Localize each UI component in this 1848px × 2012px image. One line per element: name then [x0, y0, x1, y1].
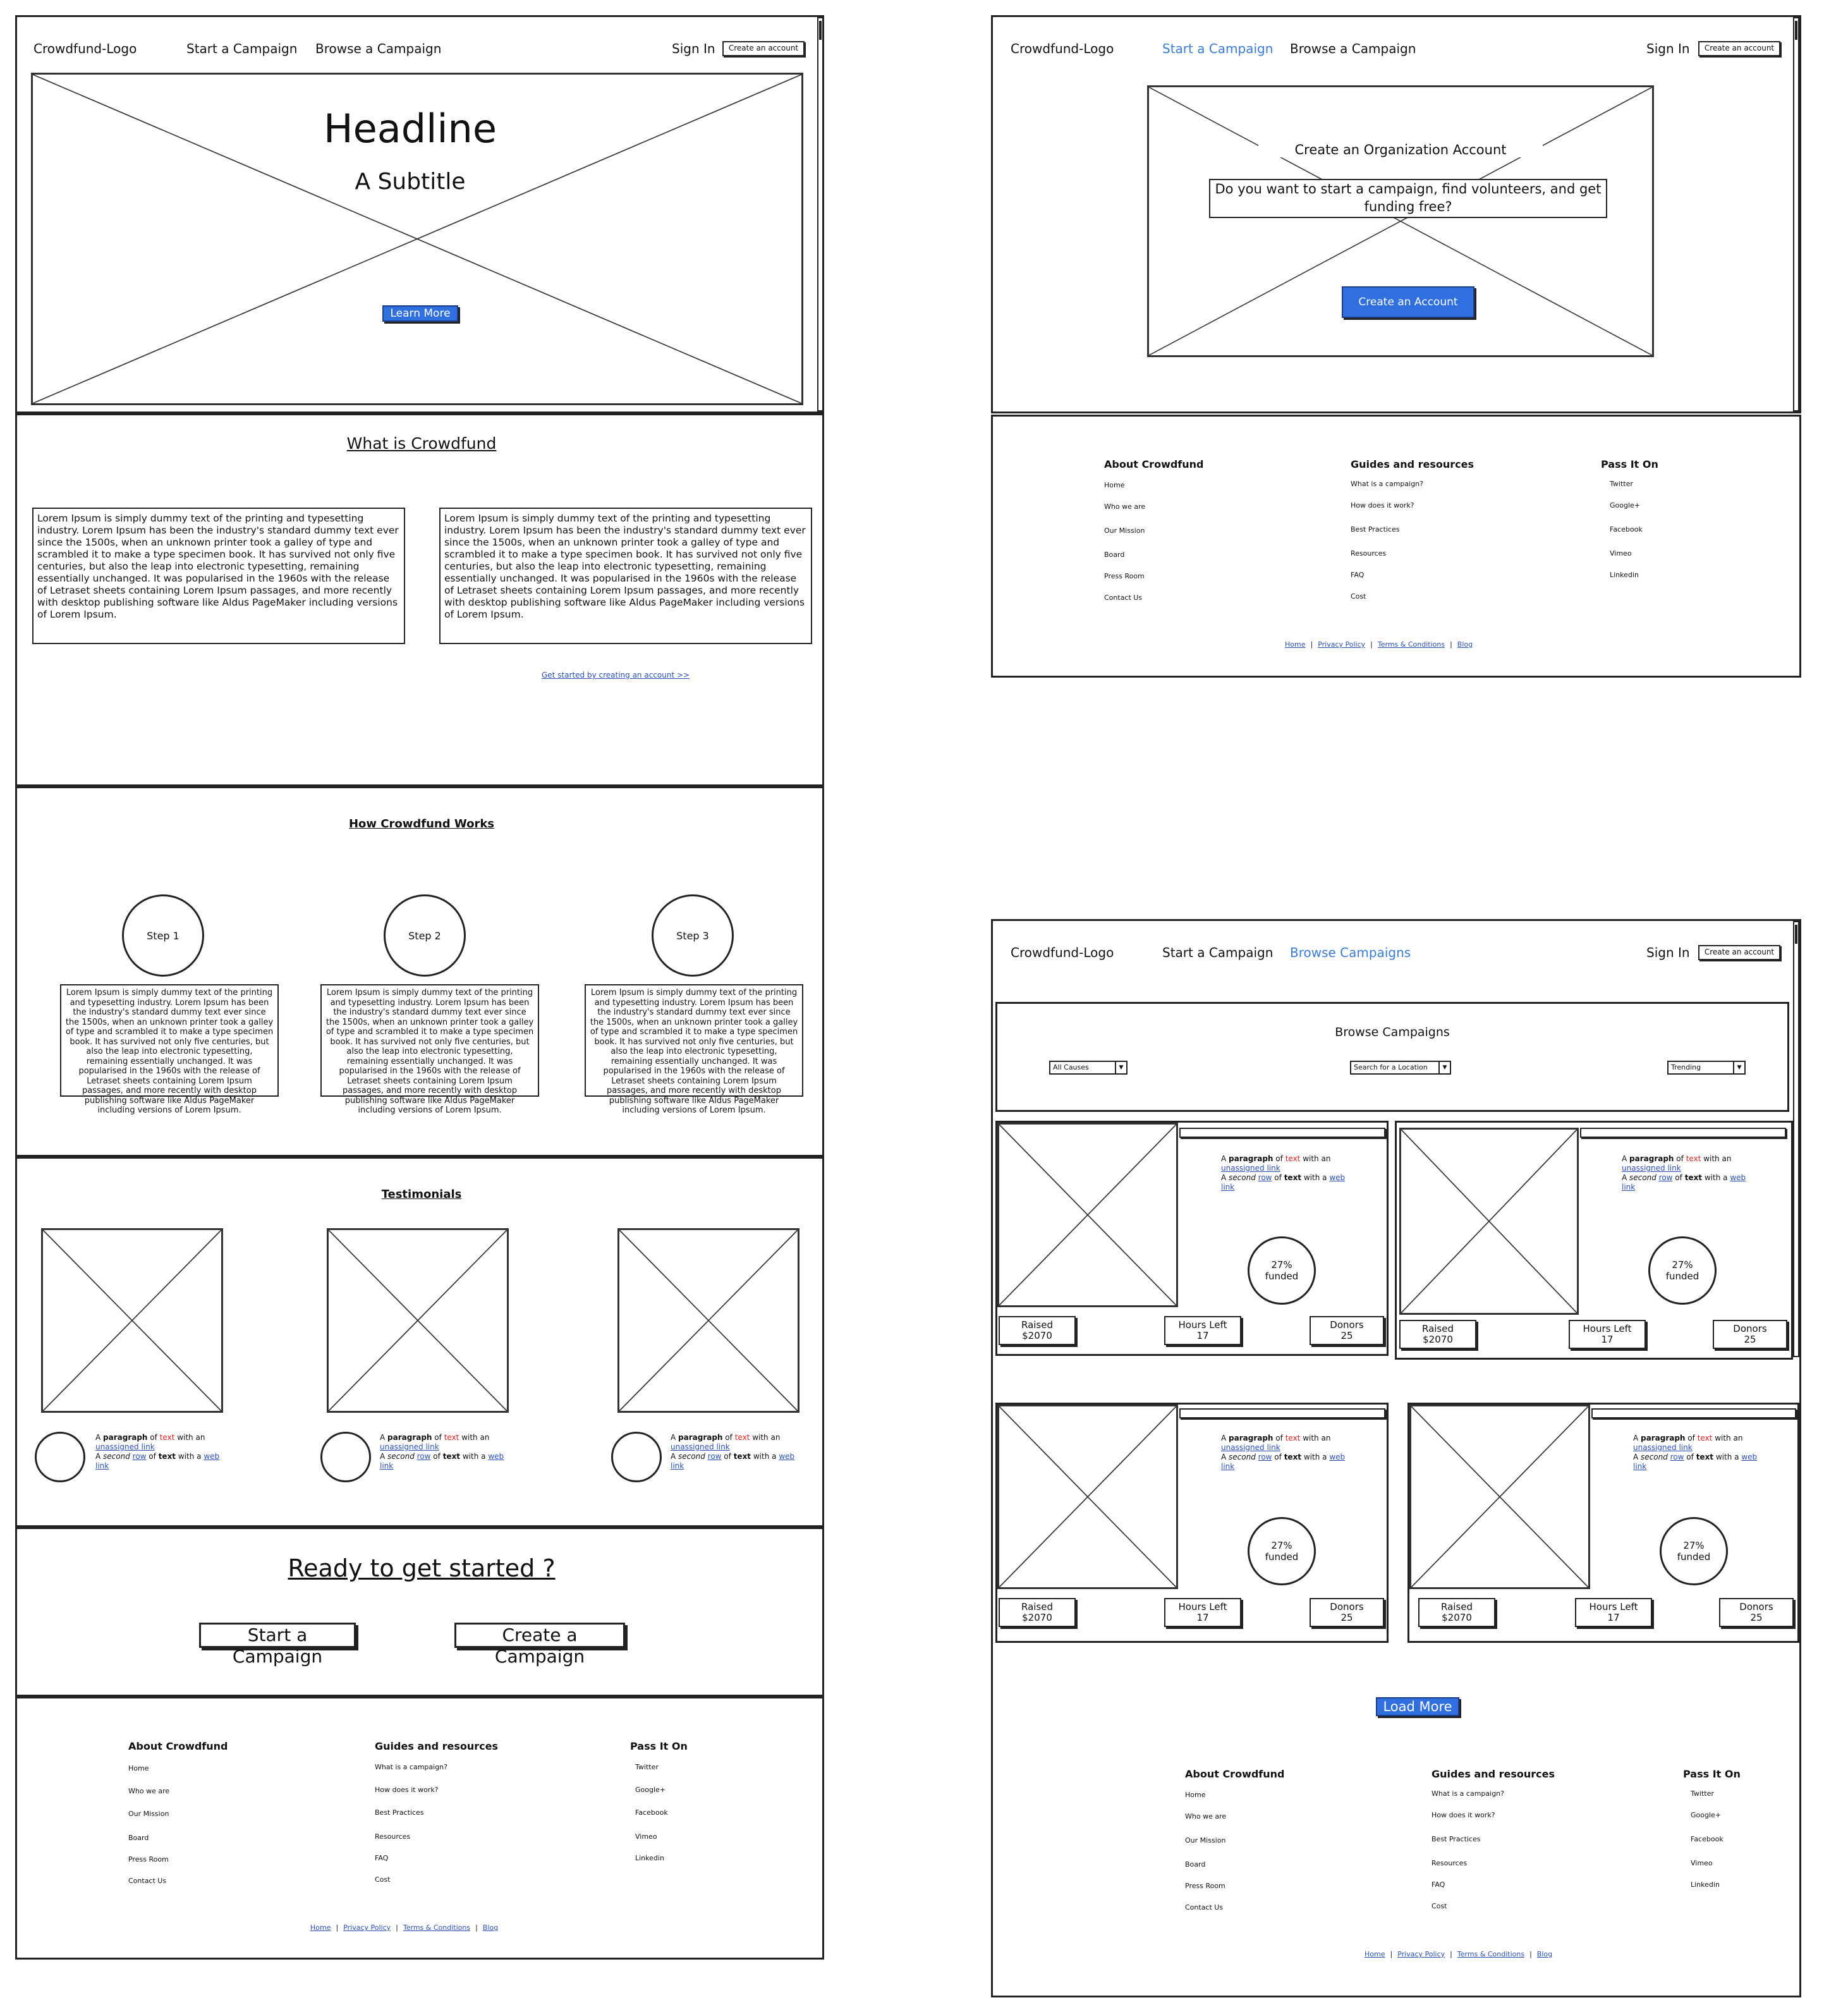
footer-bottom-link[interactable]: Home: [1365, 1950, 1385, 1958]
footer-link[interactable]: Cost: [1351, 592, 1366, 601]
footer-link[interactable]: What is a campaign?: [1432, 1789, 1504, 1798]
campaign-card[interactable]: [1395, 1121, 1793, 1360]
campaign-card[interactable]: [995, 1403, 1389, 1643]
footer-bottom-links: Home | Privacy Policy | Terms & Conditions | Blog: [310, 1924, 499, 1932]
footer-link[interactable]: Board: [1185, 1860, 1206, 1869]
unassigned-link[interactable]: unassigned link: [671, 1442, 730, 1451]
footer-link[interactable]: Best Practices: [1351, 525, 1400, 533]
footer-bottom-link[interactable]: Privacy Policy: [1397, 1950, 1445, 1958]
testimonial-image: [617, 1228, 799, 1413]
create-account-button[interactable]: Create an account: [722, 41, 805, 56]
nav-sign-in[interactable]: Sign In: [1646, 945, 1690, 960]
footer-bottom-link[interactable]: Blog: [1457, 640, 1473, 649]
step-2-circle: Step 2: [384, 894, 466, 977]
funded-circle: 27% funded: [1248, 1236, 1316, 1305]
footer-link[interactable]: Who we are: [128, 1787, 170, 1795]
testimonial-text: A paragraph of text with an unassigned link A second row of text with a web link: [380, 1433, 504, 1470]
footer-link[interactable]: Contact Us: [1185, 1903, 1224, 1911]
load-more-button[interactable]: Load More: [1376, 1697, 1459, 1716]
avatar: [35, 1432, 85, 1482]
browse-filter-box: [995, 1002, 1789, 1112]
web-link[interactable]: web: [1730, 1173, 1746, 1182]
footer-link[interactable]: Facebook: [1691, 1835, 1723, 1843]
start-campaign-button[interactable]: Start a Campaign: [199, 1623, 356, 1648]
footer-link[interactable]: FAQ: [375, 1854, 389, 1862]
chevron-down-icon: ▼: [1733, 1062, 1744, 1073]
donors-stat: Donors 25: [1310, 1316, 1384, 1345]
campaign-text: A paragraph of text with an unassigned link A second row of text with a web link: [1633, 1434, 1758, 1471]
campaign-card[interactable]: [1407, 1403, 1799, 1643]
footer-link[interactable]: Home: [1104, 481, 1125, 489]
footer-link[interactable]: Press Room: [1185, 1882, 1225, 1890]
testimonial-text: A paragraph of text with an unassigned link A second row of text with a web link: [95, 1433, 220, 1470]
nav-browse-campaign[interactable]: Browse a Campaign: [1290, 41, 1416, 56]
footer-bottom-link[interactable]: Home: [1285, 640, 1306, 649]
what-title: What is Crowdfund: [346, 434, 497, 453]
funded-circle: 27% funded: [1248, 1517, 1316, 1585]
raised-stat: Raised $2070: [1399, 1320, 1476, 1349]
ready-section: [15, 1527, 824, 1697]
footer-link[interactable]: Google+: [1691, 1811, 1722, 1819]
location-select[interactable]: Search for a Location ▼: [1350, 1061, 1451, 1075]
footer-link[interactable]: Who we are: [1104, 503, 1146, 511]
footer-link[interactable]: Our Mission: [1104, 527, 1145, 535]
web-link[interactable]: web: [1741, 1453, 1758, 1461]
footer-link[interactable]: Facebook: [635, 1808, 668, 1817]
footer-link[interactable]: Best Practices: [1432, 1835, 1481, 1843]
footer-bottom-links: Home | Privacy Policy | Terms & Conditions | Blog: [1285, 640, 1473, 649]
footer-bottom-link[interactable]: Privacy Policy: [343, 1924, 391, 1932]
chevron-down-icon: ▼: [1438, 1062, 1450, 1073]
testimonial-image: [327, 1228, 509, 1413]
footer: [15, 1697, 824, 1960]
home-hero-panel: [15, 15, 824, 413]
how-title: How Crowdfund Works: [348, 817, 495, 831]
footer-link[interactable]: Best Practices: [375, 1808, 424, 1817]
hours-left-stat: Hours Left 17: [1569, 1320, 1646, 1349]
footer-link[interactable]: FAQ: [1351, 571, 1365, 579]
scrollbar[interactable]: [1793, 17, 1799, 412]
footer: [991, 415, 1801, 678]
footer-link[interactable]: Vimeo: [1610, 549, 1632, 558]
footer-link[interactable]: How does it work?: [1432, 1811, 1495, 1819]
footer-link[interactable]: Contact Us: [1104, 594, 1143, 602]
nav-sign-in[interactable]: Sign In: [1646, 41, 1690, 56]
sort-select[interactable]: Trending ▼: [1667, 1061, 1746, 1075]
unassigned-link[interactable]: unassigned link: [1633, 1443, 1693, 1452]
footer-bottom-link[interactable]: Blog: [482, 1924, 499, 1932]
unassigned-link[interactable]: unassigned link: [1622, 1164, 1681, 1173]
footer-heading: About Crowdfund: [1104, 458, 1204, 470]
footer-link[interactable]: Facebook: [1610, 525, 1643, 533]
footer-bottom-link[interactable]: Terms & Conditions: [1457, 1950, 1525, 1958]
hero-subtitle: A Subtitle: [315, 169, 505, 195]
step-1-text: Lorem Ipsum is simply dummy text of the printing and typesetting industry. Lorem Ipsum has been the industry's standard dummy text ever since the 1500s, when an unknown printer took a galley of type and scrambled it to make a type specimen book. It has survived not only five centuries, but also the leap into electronic typesetting, remaining essentially unchanged. It was popularised in the 1960s with the release of Letraset sheets containing Lorem Ipsum passages, and more recently with desktop publishing software like Aldus PageMaker including versions of Lorem Ipsum.: [60, 984, 279, 1097]
footer-link[interactable]: Board: [1104, 551, 1125, 559]
campaign-title-bar: [1179, 1408, 1385, 1418]
footer-bottom-link[interactable]: Blog: [1536, 1950, 1553, 1958]
footer-link[interactable]: How does it work?: [1351, 501, 1414, 509]
campaign-image: [1399, 1128, 1579, 1315]
hero-headline: Headline: [284, 106, 537, 152]
campaign-image: [997, 1405, 1178, 1589]
logo[interactable]: Crowdfund-Logo: [1011, 41, 1114, 56]
testimonial-image: [41, 1228, 223, 1413]
nav-start-campaign[interactable]: Start a Campaign: [186, 41, 298, 56]
footer-heading: About Crowdfund: [128, 1740, 228, 1752]
step-2-text: Lorem Ipsum is simply dummy text of the printing and typesetting industry. Lorem Ipsum has been the industry's standard dummy text ever since the 1500s, when an unknown printer took a galley of type and scrambled it to make a type specimen book. It has survived not only five centuries, but also the leap into electronic typesetting, remaining essentially unchanged. It was popularised in the 1960s with the release of Letraset sheets containing Lorem Ipsum passages, and more recently with desktop publishing software like Aldus PageMaker including versions of Lorem Ipsum.: [320, 984, 539, 1097]
footer-link[interactable]: Contact Us: [128, 1877, 167, 1885]
start-campaign-panel: [991, 15, 1801, 413]
web-link[interactable]: web: [1329, 1173, 1346, 1182]
footer-link[interactable]: Resources: [1432, 1859, 1468, 1867]
org-title: Create an Organization Account: [1258, 142, 1543, 157]
testimonial-text: A paragraph of text with an unassigned link A second row of text with a web link: [671, 1433, 795, 1470]
footer-link[interactable]: Home: [1185, 1791, 1206, 1799]
hours-left-stat: Hours Left 17: [1164, 1316, 1241, 1345]
footer-heading: About Crowdfund: [1185, 1768, 1285, 1780]
footer-bottom-link[interactable]: Home: [310, 1924, 331, 1932]
hours-left-stat: Hours Left 17: [1575, 1598, 1652, 1627]
create-campaign-button[interactable]: Create a Campaign: [454, 1623, 625, 1648]
web-link[interactable]: web: [488, 1452, 504, 1461]
learn-more-button[interactable]: Learn More: [382, 305, 458, 322]
footer-heading: Guides and resources: [375, 1740, 499, 1752]
nav-start-campaign[interactable]: Start a Campaign: [1162, 41, 1274, 56]
unassigned-link[interactable]: unassigned link: [380, 1442, 439, 1451]
footer-link[interactable]: Vimeo: [635, 1832, 657, 1841]
causes-select[interactable]: All Causes ▼: [1049, 1061, 1128, 1075]
nav-sign-in[interactable]: Sign In: [672, 41, 715, 56]
testimonials-title: Testimonials: [381, 1188, 462, 1201]
footer-link[interactable]: Press Room: [1104, 572, 1145, 580]
how-section: [15, 786, 824, 1157]
footer-link[interactable]: Our Mission: [1185, 1836, 1226, 1844]
footer-link[interactable]: Linkedin: [1691, 1881, 1720, 1889]
footer-link[interactable]: Home: [128, 1764, 149, 1772]
footer-link[interactable]: Cost: [375, 1875, 391, 1884]
step-1-circle: Step 1: [122, 894, 204, 977]
web-link[interactable]: web: [779, 1452, 795, 1461]
step-3-text: Lorem Ipsum is simply dummy text of the printing and typesetting industry. Lorem Ipsum has been the industry's standard dummy text ever since the 1500s, when an unknown printer took a galley of type and scrambled it to make a type specimen book. It has survived not only five centuries, but also the leap into electronic typesetting, remaining essentially unchanged. It was popularised in the 1960s with the release of Letraset sheets containing Lorem Ipsum passages, and more recently with desktop publishing software like Aldus PageMaker including versions of Lorem Ipsum.: [585, 984, 803, 1097]
footer-link[interactable]: Twitter: [1610, 480, 1633, 488]
footer-link[interactable]: Twitter: [1691, 1789, 1714, 1798]
chevron-down-icon: ▼: [1115, 1062, 1126, 1073]
browse-page-panel: [991, 919, 1801, 1997]
footer-link[interactable]: Cost: [1432, 1902, 1447, 1910]
footer-link[interactable]: Press Room: [128, 1855, 169, 1863]
footer-link[interactable]: Linkedin: [1610, 571, 1639, 579]
campaign-text: A paragraph of text with an unassigned link A second row of text with a web link: [1221, 1434, 1346, 1471]
donors-stat: Donors 25: [1719, 1598, 1794, 1627]
footer-link[interactable]: Google+: [1610, 501, 1641, 509]
avatar: [611, 1432, 662, 1482]
unassigned-link[interactable]: unassigned link: [1221, 1443, 1280, 1452]
raised-stat: Raised $2070: [1418, 1598, 1495, 1627]
footer-bottom-links: Home | Privacy Policy | Terms & Conditions | Blog: [1365, 1950, 1553, 1958]
nav-browse-campaigns[interactable]: Browse Campaigns: [1290, 945, 1411, 960]
what-text-left: Lorem Ipsum is simply dummy text of the printing and typesetting industry. Lorem Ipsum has been the industry's standard dummy text ever since the 1500s, when an unknown printer took a galley of type and scrambled it to make a type specimen book. It has survived not only five centuries, but also the leap into electronic typesetting, remaining essentially unchanged. It was popularised in the 1960s with the release of Letraset sheets containing Lorem Ipsum passages, and more recently with desktop publishing software like Aldus PageMaker including versions of Lorem Ipsum.: [32, 508, 405, 644]
raised-stat: Raised $2070: [999, 1316, 1076, 1345]
campaign-text: A paragraph of text with an unassigned link A second row of text with a web link: [1622, 1154, 1746, 1192]
footer-heading: Guides and resources: [1351, 458, 1474, 470]
footer-heading: Pass It On: [630, 1740, 688, 1752]
create-account-button[interactable]: Create an account: [1698, 41, 1780, 56]
avatar: [320, 1432, 371, 1482]
campaign-title-bar: [1179, 1128, 1385, 1138]
campaign-title-bar: [1591, 1408, 1796, 1418]
campaign-card[interactable]: [995, 1121, 1389, 1356]
footer-heading: Guides and resources: [1432, 1768, 1555, 1780]
unassigned-link[interactable]: unassigned link: [95, 1442, 155, 1451]
web-link[interactable]: web: [1329, 1453, 1346, 1461]
footer-link[interactable]: Linkedin: [635, 1854, 664, 1862]
footer-bottom-link[interactable]: Terms & Conditions: [403, 1924, 471, 1932]
get-started-link[interactable]: Get started by creating an account >>: [542, 671, 690, 680]
footer-link[interactable]: Resources: [375, 1832, 411, 1841]
funded-circle: 27% funded: [1660, 1517, 1728, 1585]
footer-bottom-link[interactable]: Privacy Policy: [1318, 640, 1366, 649]
nav-start-campaign[interactable]: Start a Campaign: [1162, 945, 1274, 960]
footer-link[interactable]: Who we are: [1185, 1812, 1227, 1820]
scrollbar[interactable]: [817, 17, 824, 412]
footer-link[interactable]: Twitter: [635, 1763, 659, 1771]
footer-link[interactable]: Vimeo: [1691, 1859, 1713, 1867]
footer-link[interactable]: Google+: [635, 1786, 666, 1794]
unassigned-link[interactable]: unassigned link: [1221, 1164, 1280, 1173]
footer-heading: Pass It On: [1601, 458, 1658, 470]
footer-link[interactable]: FAQ: [1432, 1881, 1445, 1889]
donors-stat: Donors 25: [1713, 1320, 1787, 1349]
ready-title: Ready to get started ?: [288, 1554, 556, 1582]
donors-stat: Donors 25: [1310, 1598, 1384, 1627]
step-3-circle: Step 3: [652, 894, 734, 977]
hours-left-stat: Hours Left 17: [1164, 1598, 1241, 1627]
raised-stat: Raised $2070: [999, 1598, 1076, 1627]
logo[interactable]: Crowdfund-Logo: [1011, 945, 1114, 960]
what-section: [15, 413, 824, 786]
create-account-button[interactable]: Create an account: [1698, 945, 1780, 960]
campaign-text: A paragraph of text with an unassigned link A second row of text with a web link: [1221, 1154, 1346, 1192]
what-text-right: Lorem Ipsum is simply dummy text of the printing and typesetting industry. Lorem Ipsum has been the industry's standard dummy text ever since the 1500s, when an unknown printer took a galley of type and scrambled it to make a type specimen book. It has survived not only five centuries, but also the leap into electronic typesetting, remaining essentially unchanged. It was popularised in the 1960s with the release of Letraset sheets containing Lorem Ipsum passages, and more recently with desktop publishing software like Aldus PageMaker including versions of Lorem Ipsum.: [439, 508, 812, 644]
footer-bottom-link[interactable]: Terms & Conditions: [1377, 640, 1445, 649]
footer-link[interactable]: How does it work?: [375, 1786, 439, 1794]
logo[interactable]: Crowdfund-Logo: [33, 41, 137, 56]
footer-link[interactable]: Board: [128, 1834, 149, 1842]
campaign-image: [1409, 1405, 1590, 1589]
create-org-account-button[interactable]: Create an Account: [1342, 286, 1474, 318]
scrollbar[interactable]: [1793, 921, 1799, 1357]
nav-browse-campaign[interactable]: Browse a Campaign: [315, 41, 442, 56]
campaign-title-bar: [1580, 1128, 1786, 1138]
testimonials-section: [15, 1157, 824, 1527]
browse-title: Browse Campaigns: [1335, 1025, 1450, 1039]
footer-heading: Pass It On: [1683, 1768, 1741, 1780]
org-question: Do you want to start a campaign, find volunteers, and get funding free?: [1209, 179, 1607, 218]
funded-circle: 27% funded: [1648, 1236, 1717, 1305]
footer-link[interactable]: What is a campaign?: [1351, 480, 1423, 488]
web-link[interactable]: web: [204, 1452, 220, 1461]
footer-link[interactable]: Our Mission: [128, 1810, 169, 1818]
footer-link[interactable]: What is a campaign?: [375, 1763, 447, 1771]
footer-link[interactable]: Resources: [1351, 549, 1387, 558]
campaign-image: [997, 1123, 1178, 1307]
